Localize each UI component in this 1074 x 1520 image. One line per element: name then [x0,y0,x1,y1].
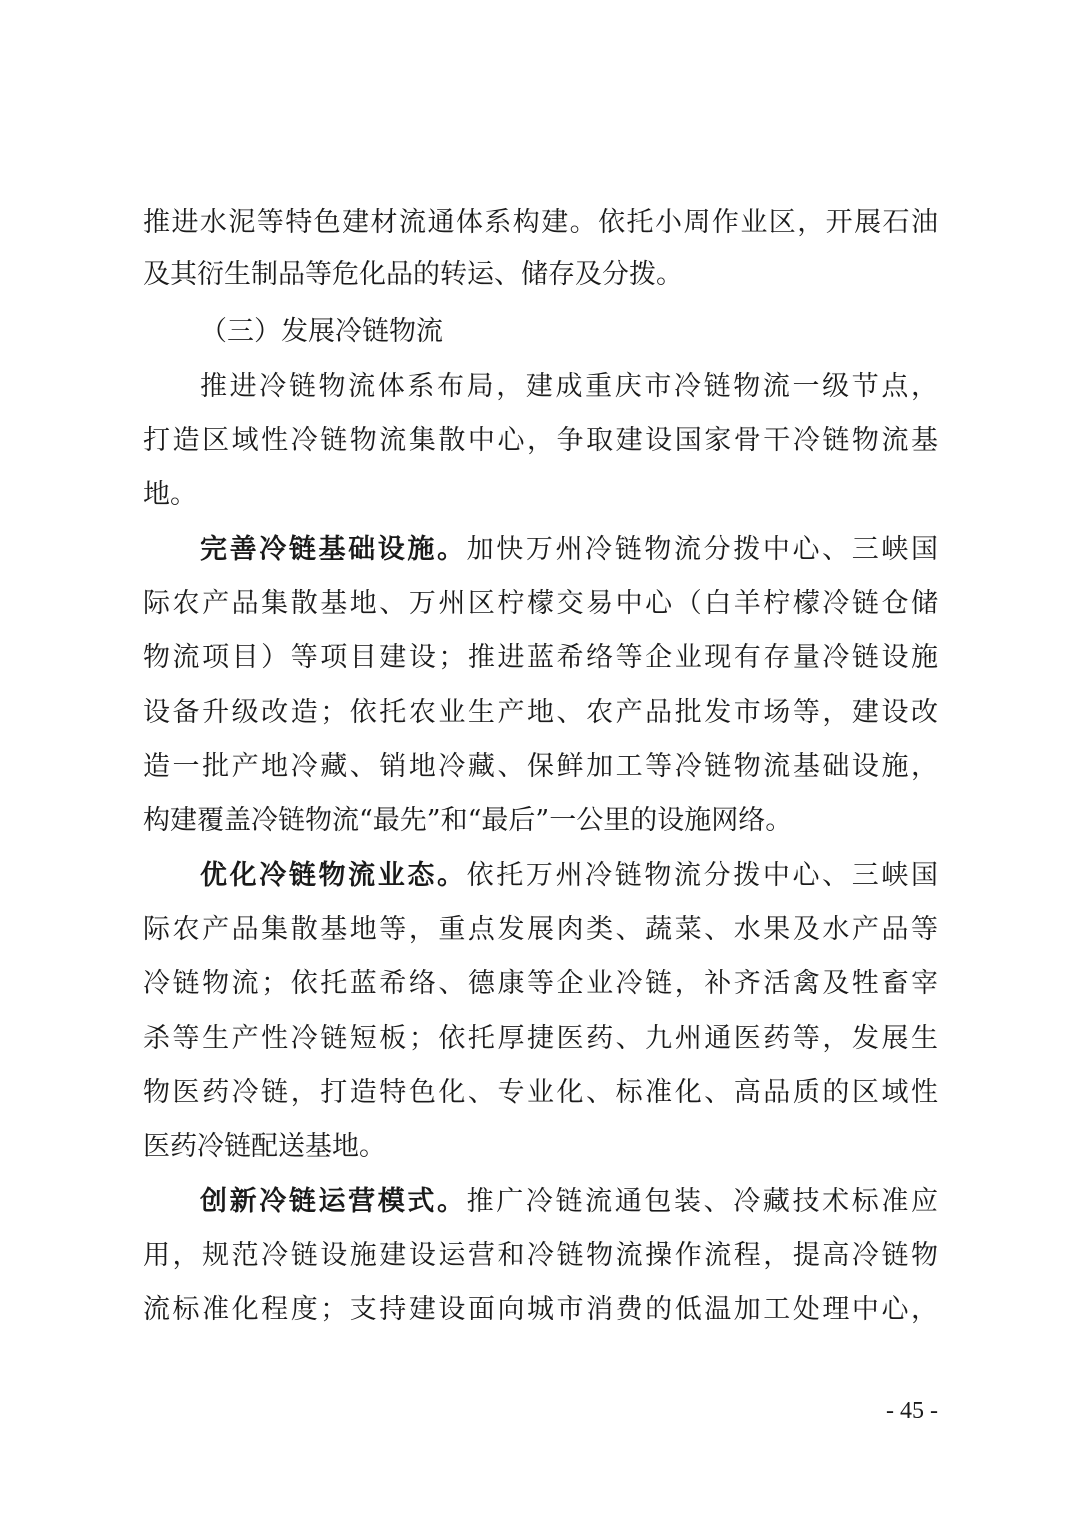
text-line: 物流项目）等项目建设；推进蓝希络等企业现有存量冷链设施 [143,642,938,673]
paragraph-lead: 优化冷链物流业态。 [200,860,467,891]
text-line: 设备升级改造；依托农业生产地、农产品批发市场等，建设改 [143,697,938,728]
text-line: 构建覆盖冷链物流“最先”和“最后”一公里的设施网络。 [143,805,793,836]
text-line: 优化冷链物流业态。依托万州冷链物流分拨中心、三峡国 [200,860,938,891]
text-line: 完善冷链基础设施。加快万州冷链物流分拨中心、三峡国 [200,534,938,565]
text-line: 流标准化程度；支持建设面向城市消费的低温加工处理中心， [143,1294,938,1325]
text-line: 打造区域性冷链物流集散中心，争取建设国家骨干冷链物流基 [143,425,938,456]
text-line: 地。 [143,479,197,510]
text-line: 用，规范冷链设施建设运营和冷链物流操作流程，提高冷链物 [143,1240,938,1271]
text-line: 及其衍生制品等危化品的转运、储存及分拨。 [143,259,683,290]
text-line: 医药冷链配送基地。 [143,1131,386,1162]
text-line: 物医药冷链，打造特色化、专业化、标准化、高品质的区域性 [143,1077,938,1108]
text-line: 际农产品集散基地、万州区柠檬交易中心（白羊柠檬冷链仓储 [143,588,938,619]
text-line: 杀等生产性冷链短板；依托厚捷医药、九州通医药等，发展生 [143,1023,938,1054]
paragraph-lead: 完善冷链基础设施。 [200,534,467,565]
text-line: 推进水泥等特色建材流通体系构建。依托小周作业区，开展石油 [143,207,938,238]
text-line: 冷链物流；依托蓝希络、德康等企业冷链，补齐活禽及牲畜宰 [143,968,938,999]
text-line: 际农产品集散基地等，重点发展肉类、蔬菜、水果及水产品等 [143,914,938,945]
text-line: 造一批产地冷藏、销地冷藏、保鲜加工等冷链物流基础设施， [143,751,938,782]
text-line: 推进冷链物流体系布局，建成重庆市冷链物流一级节点， [200,371,938,402]
paragraph-lead: 创新冷链运营模式。 [200,1186,467,1217]
text-line: 创新冷链运营模式。推广冷链流通包装、冷藏技术标准应 [200,1186,938,1217]
page-number: - 45 - [886,1398,938,1424]
section-heading: （三）发展冷链物流 [200,316,443,347]
